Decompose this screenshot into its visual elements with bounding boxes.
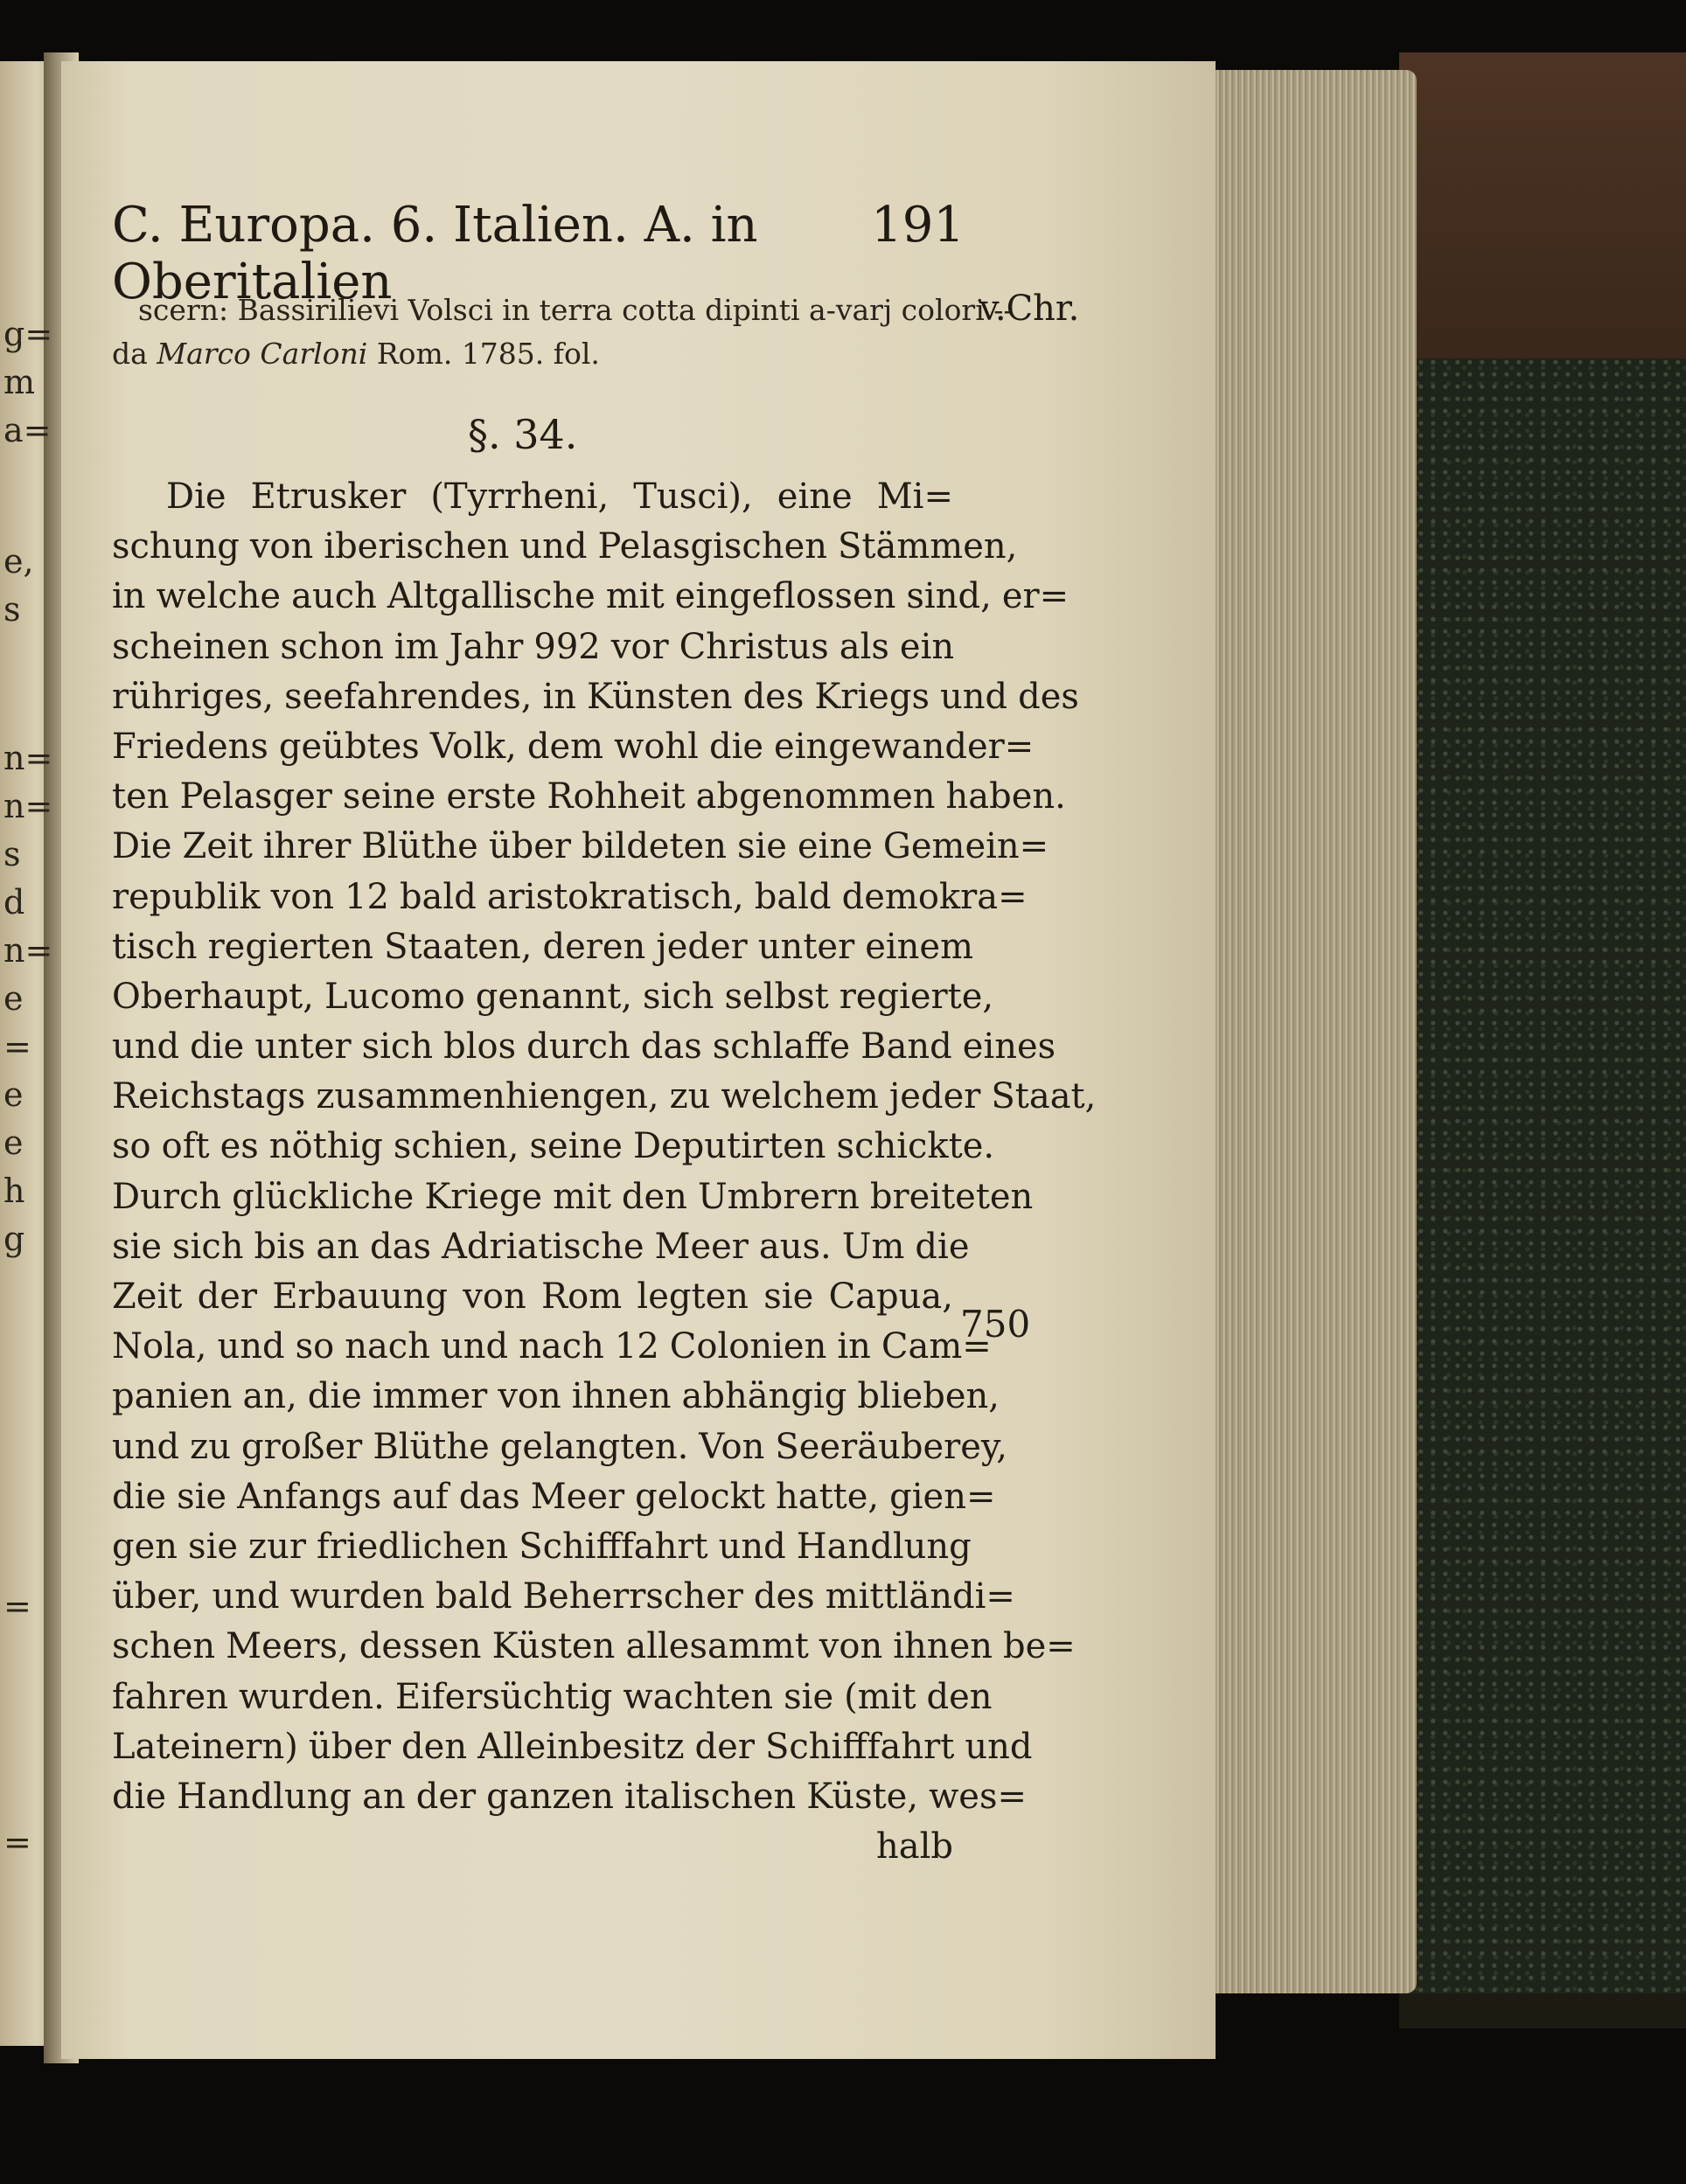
word: bildeten <box>582 826 727 867</box>
word: sie <box>763 1276 814 1317</box>
word: und <box>519 526 588 567</box>
word: Meers, <box>226 1626 349 1667</box>
left-fragment: e <box>3 979 24 1018</box>
word: an <box>316 1226 360 1267</box>
word: und <box>112 1426 180 1467</box>
word: Rohheit <box>547 776 686 817</box>
section-heading: §. 34. <box>468 411 578 458</box>
word: das <box>640 1026 702 1068</box>
word: gelangten. <box>499 1426 689 1467</box>
word: Etrusker <box>250 476 407 517</box>
word: nöthig <box>268 1126 383 1167</box>
left-fragment: = <box>3 1027 31 1066</box>
word: von <box>463 1276 526 1317</box>
word: das <box>458 1476 520 1517</box>
word: Band <box>860 1026 952 1068</box>
word: Capua, <box>828 1276 953 1317</box>
word: Alleinbesitz <box>477 1726 685 1767</box>
word: Durch <box>112 1176 222 1217</box>
word: sie <box>112 1226 162 1267</box>
page-number: 191 <box>871 197 965 254</box>
word: die <box>915 1226 970 1267</box>
word: das <box>370 1226 432 1267</box>
word: zusammenhiengen, <box>316 1076 659 1117</box>
word: wurden <box>289 1576 425 1617</box>
text-line <box>112 572 1069 622</box>
word: Oberhaupt, <box>112 976 314 1017</box>
word: 12 <box>614 1326 659 1367</box>
text-line <box>112 1722 1033 1772</box>
word: abhängig <box>681 1376 847 1417</box>
word: über, <box>112 1576 202 1617</box>
word: des <box>742 676 805 717</box>
text-line <box>112 1222 970 1272</box>
word: der <box>197 1276 258 1317</box>
word: dem <box>526 726 604 767</box>
word: Cam= <box>881 1326 992 1367</box>
word: Rom <box>541 1276 623 1317</box>
word: Staaten, <box>384 926 533 967</box>
word: den <box>621 1176 687 1217</box>
word: von <box>819 1626 883 1667</box>
word: Deputirten <box>632 1126 826 1167</box>
word: Blüthe <box>373 1426 490 1467</box>
word: die <box>307 1376 362 1417</box>
word: Von <box>699 1426 765 1467</box>
word: Christus <box>679 626 829 667</box>
word: Beherrscher <box>522 1576 743 1617</box>
word: schickte. <box>836 1126 995 1167</box>
text-line <box>112 722 1035 772</box>
word: eine <box>797 826 873 867</box>
text-line <box>112 1322 992 1372</box>
word: der <box>415 1776 477 1817</box>
word: abgenommen <box>695 776 936 817</box>
word: selbst <box>724 976 829 1017</box>
word: Zeit <box>182 826 253 867</box>
word: Zeit <box>112 1276 183 1317</box>
text-line <box>112 1172 1034 1222</box>
word: Meer <box>654 1226 749 1267</box>
footnote-prefix: da <box>112 337 148 371</box>
text-line <box>112 873 1028 922</box>
word: sie <box>188 1526 239 1567</box>
word: ihnen <box>893 1626 993 1667</box>
word: zur <box>248 1526 307 1567</box>
left-fragment: = <box>3 1587 31 1625</box>
word: Jahr <box>449 626 524 667</box>
word: eines <box>962 1026 1056 1068</box>
footnote-continuation <box>112 289 1065 376</box>
word: aus. <box>758 1226 832 1267</box>
word: mit <box>553 1176 611 1217</box>
text-line <box>112 522 1018 572</box>
text-line <box>112 822 1049 872</box>
word: seine <box>342 776 436 817</box>
word: blos <box>443 1026 517 1068</box>
margin-year: 750 <box>960 1303 1031 1346</box>
word: im <box>394 626 439 667</box>
word: italischen <box>624 1776 797 1817</box>
word: allesammt <box>625 1626 809 1667</box>
text-line <box>112 1772 1028 1822</box>
word: Erbauung <box>272 1276 448 1317</box>
word: mittländi= <box>825 1576 1015 1617</box>
text-line <box>112 672 1079 722</box>
word: scheinen <box>112 626 270 667</box>
word: demokra= <box>841 876 1028 917</box>
word: Seeräuberey, <box>775 1426 1007 1467</box>
word: ihrer <box>262 826 352 867</box>
word: gen <box>112 1526 178 1567</box>
word: unter <box>254 1026 352 1068</box>
word: den <box>926 1676 993 1717</box>
word: Kriege <box>424 1176 543 1217</box>
word: und <box>212 1576 280 1617</box>
left-fragment: n= <box>3 739 53 777</box>
word: immer <box>372 1376 488 1417</box>
word: schon <box>280 626 384 667</box>
text-line <box>112 1022 1056 1072</box>
word: an <box>362 1776 406 1817</box>
word: großer <box>240 1426 363 1467</box>
left-fragment: s <box>3 590 21 629</box>
text-line <box>112 1422 1007 1472</box>
text-line <box>112 1572 1015 1622</box>
word: nach <box>519 1326 604 1367</box>
word: Die <box>112 826 172 867</box>
word: Adriatische <box>442 1226 644 1267</box>
word: regierten <box>207 926 374 967</box>
word: wes= <box>929 1776 1028 1817</box>
word: eine <box>777 476 853 517</box>
word: ganzen <box>486 1776 614 1817</box>
word: es <box>219 1126 259 1167</box>
word: jeder <box>888 1076 981 1117</box>
word: blieben, <box>857 1376 1000 1417</box>
word: als <box>839 626 889 667</box>
word: des <box>753 1576 815 1617</box>
word: und <box>217 1326 285 1367</box>
word: (Tyrrheni, <box>430 476 610 517</box>
word: Eifersüchtig <box>394 1676 613 1717</box>
word: Lateinern) <box>112 1726 298 1767</box>
left-fragment: g= <box>3 315 53 353</box>
word: Altgallische <box>387 576 596 617</box>
text-line <box>112 1472 996 1522</box>
word: friedlichen <box>317 1526 509 1567</box>
left-fragment: e <box>3 1075 24 1114</box>
word: Schifffahrt <box>764 1726 955 1767</box>
word: sind, <box>906 576 992 617</box>
word: wachten <box>623 1676 774 1717</box>
left-fragment: e, <box>3 542 34 581</box>
left-fragment: a= <box>3 411 52 449</box>
word: bis <box>254 1226 306 1267</box>
word: und <box>939 676 1008 717</box>
word: schen <box>112 1626 216 1667</box>
word: Friedens <box>112 726 268 767</box>
word: zu <box>669 1076 711 1117</box>
word: des <box>1018 676 1079 717</box>
word: sich <box>643 976 714 1017</box>
word: panien <box>112 1376 233 1417</box>
word: regierte, <box>839 976 994 1017</box>
word: deren <box>542 926 646 967</box>
word: schien, <box>393 1126 519 1167</box>
margin-era-label: v.Chr. <box>979 289 1080 329</box>
word: Küsten <box>491 1626 616 1667</box>
footnote-author: Marco Carloni <box>157 337 368 371</box>
word: ten <box>112 776 170 817</box>
word: Stämmen, <box>838 526 1018 567</box>
left-fragment: e <box>3 1123 24 1162</box>
word: und <box>440 1326 509 1367</box>
word: so <box>295 1326 335 1367</box>
word: sich <box>172 1226 244 1267</box>
word: Reichstags <box>112 1076 306 1117</box>
text-line <box>112 1372 1000 1422</box>
word: dessen <box>359 1626 482 1667</box>
word: nach <box>345 1326 430 1367</box>
word: über <box>488 826 571 867</box>
left-fragment: n= <box>3 787 53 825</box>
word: wurden. <box>238 1676 385 1717</box>
marbled-cover-paper <box>1406 358 1686 1993</box>
word: Künsten <box>587 676 733 717</box>
running-head <box>112 197 965 310</box>
word: von <box>498 1376 561 1417</box>
footnote-suffix: Rom. 1785. fol. <box>376 337 600 371</box>
page-edge-stack <box>1216 70 1417 1993</box>
text-line <box>112 1072 1097 1122</box>
word: die <box>112 1776 167 1817</box>
word: vor <box>610 626 669 667</box>
word: und <box>965 1726 1033 1767</box>
word: bald <box>754 876 832 917</box>
word: Handlung <box>796 1526 972 1567</box>
word: ein <box>899 626 955 667</box>
word: seefahrendes, <box>284 676 533 717</box>
word: an, <box>242 1376 297 1417</box>
word: von <box>270 876 335 917</box>
word: zu <box>190 1426 231 1467</box>
word: Die <box>166 476 226 517</box>
word: Tusci), <box>633 476 753 517</box>
footnote-line-2 <box>112 332 1065 376</box>
word: aristokratisch, <box>486 876 744 917</box>
left-fragment: m <box>3 363 36 401</box>
word: Handlung <box>177 1776 352 1817</box>
word: Pelasgischen <box>597 526 828 567</box>
word: Um <box>841 1226 905 1267</box>
word: Mi= <box>876 476 953 517</box>
word: einem <box>865 926 974 967</box>
word: die <box>708 726 764 767</box>
word: Gemein= <box>882 826 1049 867</box>
word: haben. <box>945 776 1066 817</box>
word: auf <box>392 1476 449 1517</box>
word: Colonien <box>669 1326 827 1367</box>
word: seine <box>529 1126 623 1167</box>
word: Schifffahrt <box>519 1526 708 1567</box>
word: sie <box>736 826 787 867</box>
word: erste <box>446 776 537 817</box>
word: legten <box>637 1276 749 1317</box>
word: Umbrern <box>697 1176 860 1217</box>
word: und <box>718 1526 786 1567</box>
word: den <box>401 1726 468 1767</box>
text-line <box>112 1522 972 1572</box>
word: eingewander= <box>774 726 1035 767</box>
word: gelockt <box>635 1476 765 1517</box>
word: so <box>112 1126 151 1167</box>
word: bald <box>435 1576 512 1617</box>
word: Pelasger <box>179 776 332 817</box>
word: er= <box>1001 576 1069 617</box>
text-line <box>112 623 953 672</box>
word: von <box>249 526 314 567</box>
word: glückliche <box>232 1176 415 1217</box>
word: wohl <box>614 726 699 767</box>
word: be= <box>1003 1626 1076 1667</box>
word: auch <box>291 576 377 617</box>
word: in <box>542 676 576 717</box>
word: hatte, <box>775 1476 880 1517</box>
word: fahren <box>112 1676 228 1717</box>
word: gien= <box>889 1476 996 1517</box>
word: und <box>112 1026 180 1068</box>
word: der <box>694 1726 755 1767</box>
catchword: halb <box>875 1826 953 1868</box>
left-fragment: h <box>3 1172 25 1210</box>
word: genannt, <box>475 976 632 1017</box>
word: unter <box>757 926 855 967</box>
word: schung <box>112 526 240 567</box>
word: in <box>112 576 146 617</box>
word: ihnen <box>571 1376 672 1417</box>
word: sie <box>784 1676 834 1717</box>
text-line <box>112 972 994 1022</box>
running-head-title: C. Europa. 6. Italien. A. in Oberitalien <box>112 197 758 310</box>
word: rühriges, <box>112 676 275 717</box>
text-line <box>112 1673 993 1722</box>
word: Volk, <box>429 726 517 767</box>
word: republik <box>112 876 261 917</box>
word: Lucomo <box>324 976 465 1017</box>
word: Anfangs <box>237 1476 382 1517</box>
word: jeder <box>656 926 748 967</box>
left-fragment: = <box>3 1823 31 1861</box>
text-line <box>112 472 953 522</box>
word: durch <box>526 1026 631 1068</box>
word: Blüthe <box>361 826 478 867</box>
text-line <box>112 1122 995 1172</box>
word: 12 <box>345 876 389 917</box>
left-fragment: d <box>3 883 25 922</box>
text-line <box>112 1622 1076 1672</box>
word: sie <box>177 1476 227 1517</box>
word: Nola, <box>112 1326 207 1367</box>
left-fragment: s <box>3 835 21 873</box>
word: welche <box>156 576 282 617</box>
word: Meer <box>530 1476 625 1517</box>
word: iberischen <box>324 526 510 567</box>
word: Küste, <box>806 1776 919 1817</box>
left-fragment: n= <box>3 931 53 970</box>
word: Staat, <box>991 1076 1097 1117</box>
word: die <box>112 1476 167 1517</box>
word: oft <box>161 1126 210 1167</box>
word: in <box>837 1326 871 1367</box>
text-line <box>112 922 974 972</box>
word: welchem <box>721 1076 879 1117</box>
text-line <box>112 1272 953 1322</box>
word: über <box>308 1726 392 1767</box>
word: Kriegs <box>814 676 930 717</box>
word: tisch <box>112 926 198 967</box>
word: eingeflossen <box>674 576 896 617</box>
word: sich <box>361 1026 434 1068</box>
text-line <box>112 772 1066 822</box>
left-fragment: g <box>3 1220 25 1258</box>
word: die <box>190 1026 245 1068</box>
word: breiteten <box>869 1176 1034 1217</box>
footnote-line-1: scern: Bassirilievi Volsci in terra cotta dipinti a-varj colori -- <box>138 293 1014 327</box>
word: geübtes <box>278 726 420 767</box>
word: (mit <box>844 1676 916 1717</box>
word: mit <box>605 576 665 617</box>
word: bald <box>399 876 477 917</box>
word: 992 <box>533 626 601 667</box>
word: schlaffe <box>712 1026 851 1068</box>
